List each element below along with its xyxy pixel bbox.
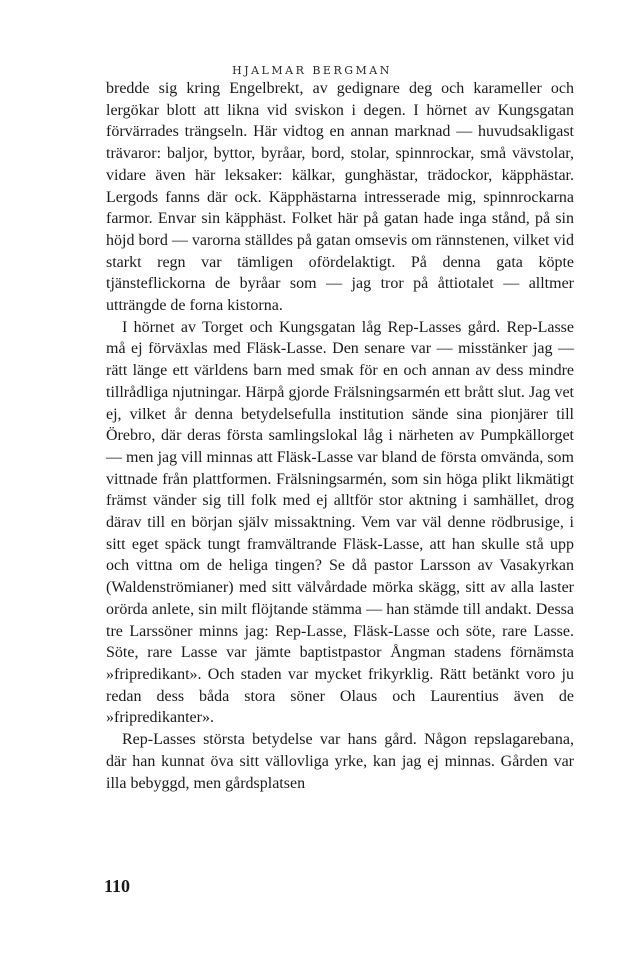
paragraph-rep-lasse-betydelse: Rep-Lasses största betydelse var hans gård. Någon repslagarebana, där han kunnat öva sitt vällovliga yrke, kan jag ej minnas. Gården var illa bebyggd, men gårdsplatsen xyxy=(106,731,574,792)
running-head: HJALMAR BERGMAN xyxy=(232,64,392,77)
paragraph-continued: bredde sig kring Engelbrekt, av gedignare deg och karameller och lergökar blott att likna vid sviskon i degen. I hörnet av Kungsgatan förvärrades trängseln. Här vidtog en annan marknad — huvudsakligast trävaror: baljor, byttor, byråar, bord, stolar, spinnrockar, små vävstolar, vidare även här leksaker: kälkar, gunghästar, trädockor, käpphästar. Lergods fanns där ock. Käpphästarna intresserade mig, spinnrockarna farmor. Envar sin käpphäst. Folket här på gatan hade inga stånd, på sin höjd bord — varorna ställdes på gatan omsevis om rännstenen, vilket vid starkt regn var tämligen ofördelaktigt. På denna gata köpte tjänsteflickorna de byråar som — jag tror på åttiotalet — alltmer utträngde de forna kistorna. xyxy=(106,80,574,315)
paragraph-rep-lasse-gard: I hörnet av Torget och Kungsgatan låg Rep-Lasses gård. Rep-Lasse må ej förväxlas med Fläsk-Lasse. Den senare var — misstänker jag — rätt länge ett världens barn med smak för en och annan av dess mindre tillrådliga njutningar. Härpå gjorde Frälsningsarmén ett brått slut. Jag vet ej, vilket år denna betydelsefulla institution sände sina pionjärer till Örebro, där deras första samlingslokal låg i närheten av Pumpkällorget — men jag vill minnas att Fläsk-Lasse var bland de första omvända, som vittnade från plattformen. Frälsningsarmén, som sin höga plikt likmätigt främst vänder sig till folk med ej alltför stor aktning i samhället, drog därav till en början själv missaktning. Vem var väl denne rödbrusige, i sitt eget späck tungt framvältrande Fläsk-Lasse, att han skulle stå upp och vittna om de heliga tingen? Se då pastor Larsson av Vasakyrkan (Waldenströmianer) med sitt välvårdade mörka skägg, sitt av alla laster orörda anlete, sin milt flöjtande stämma — han stämde till andakt. Dessa tre Larssöner minns jag: Rep-Lasse, Fläsk-Lasse och söte, rare Lasse. Söte, rare Lasse var jämte baptistpastor Ångman stadens förnämsta »fripredikant». Och staden var mycket frikyrklig. Rätt betänkt voro ju redan dess båda stora söner Olaus och Laurentius även de »fripredikanter». xyxy=(106,318,574,727)
body-text xyxy=(106,78,574,794)
page-number: 110 xyxy=(104,876,131,896)
